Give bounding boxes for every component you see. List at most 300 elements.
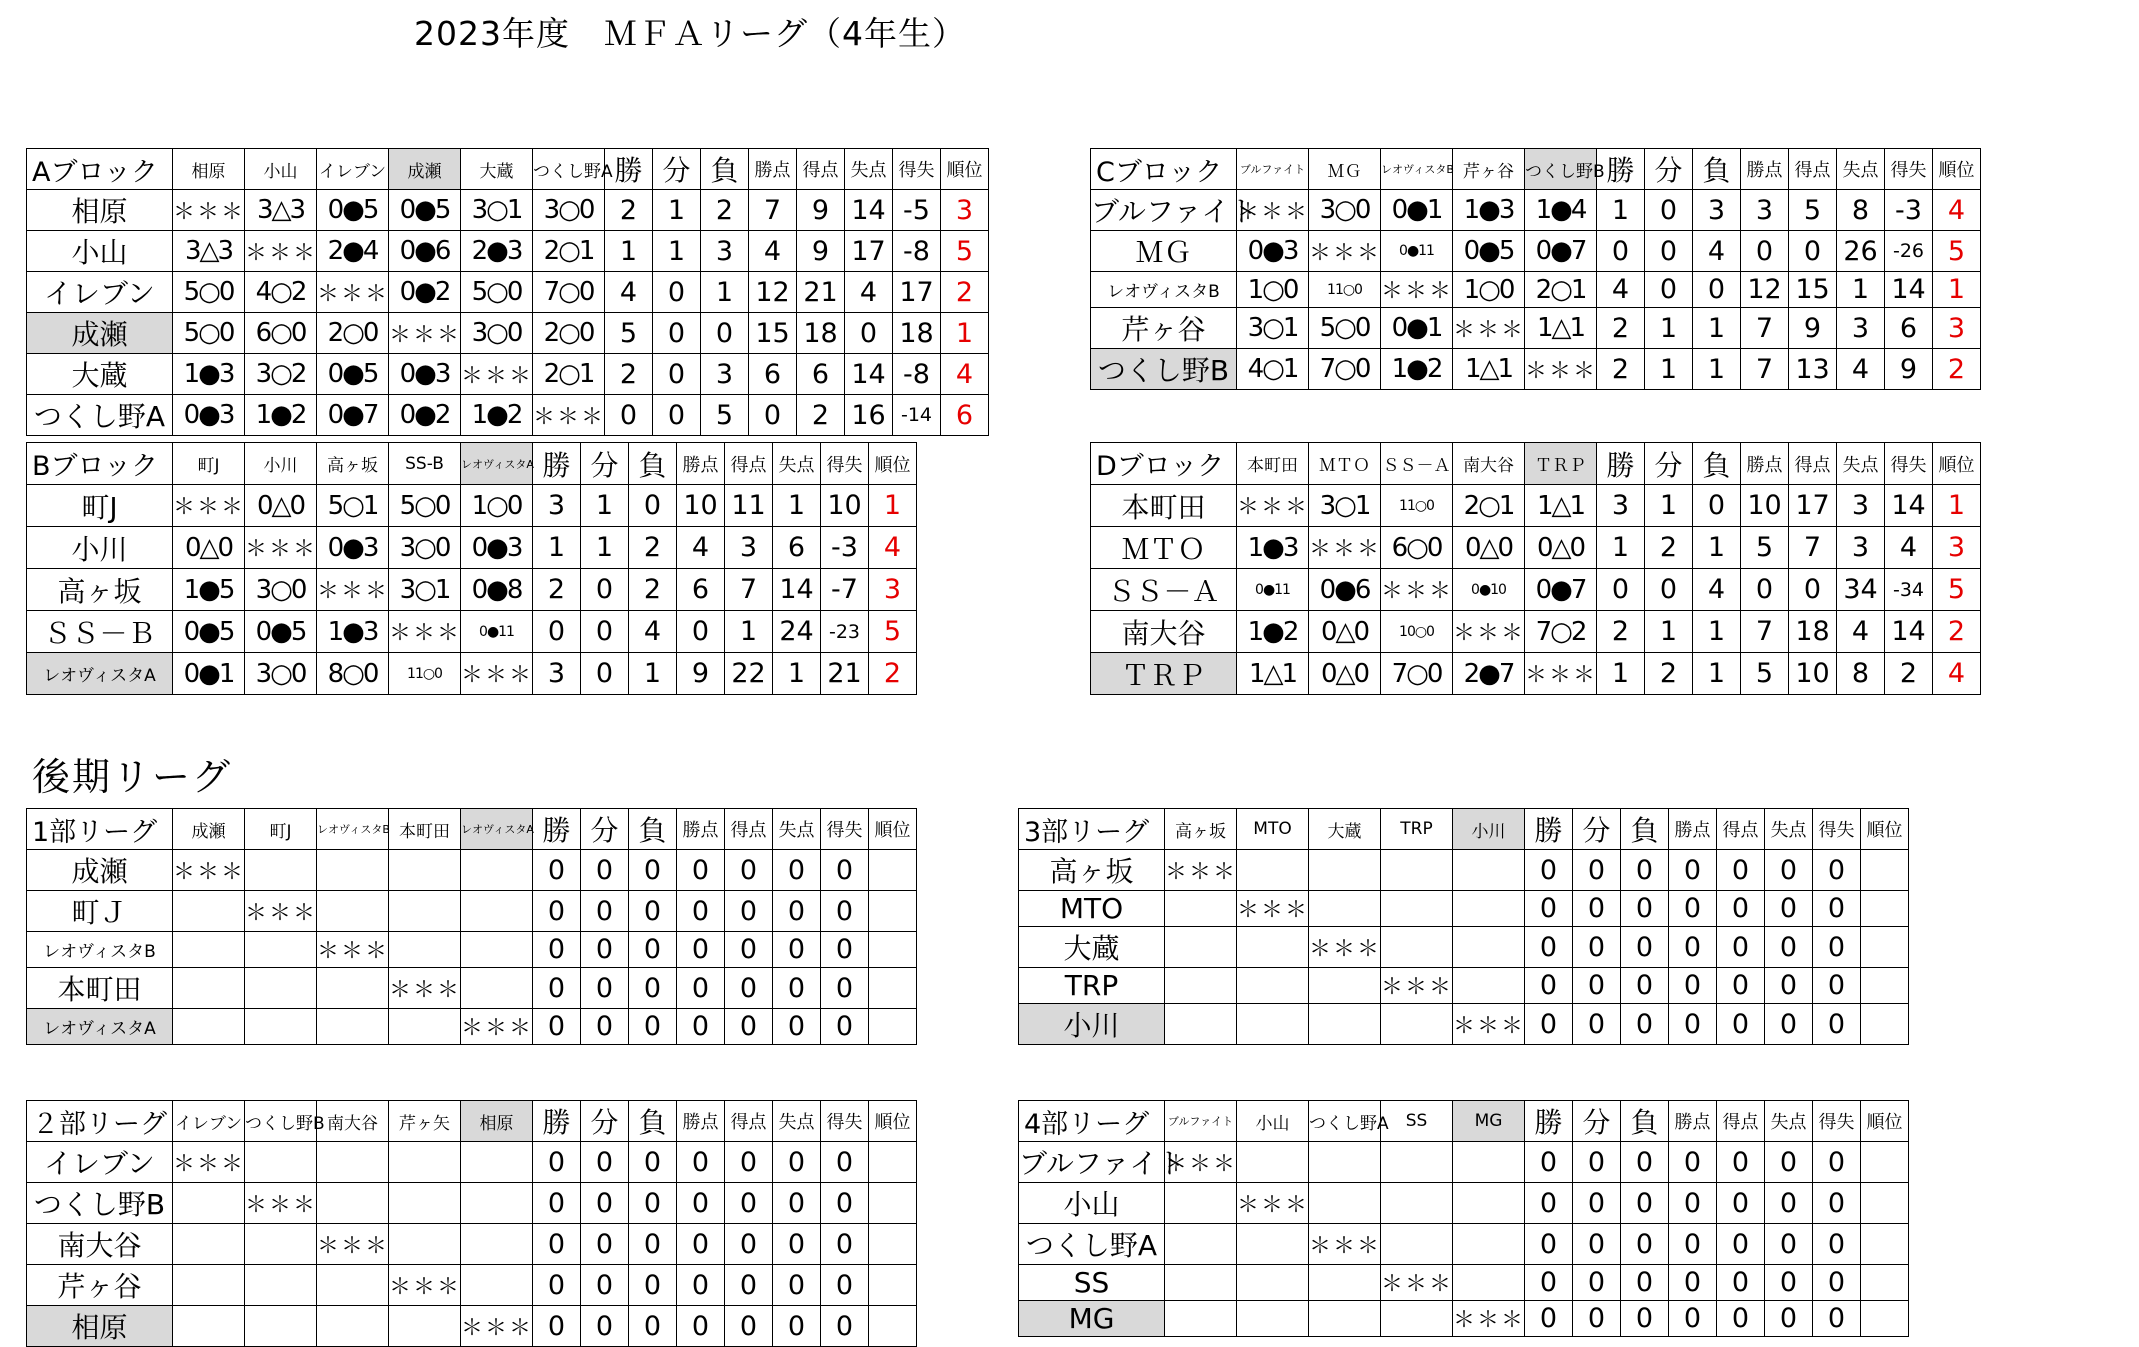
stat-cell: 2 [1597,308,1645,349]
rank-cell: 5 [869,611,917,653]
row-team-name: 成瀬 [27,313,173,354]
stat-cell: 0 [1813,1142,1861,1183]
stat-cell: -14 [893,395,941,436]
stat-header: 負 [1621,1101,1669,1142]
stat-cell: 0 [773,1224,821,1265]
stat-cell: 1 [1645,611,1693,653]
stat-header: 負 [629,809,677,850]
column-team-header: 南大谷 [317,1101,389,1142]
match-result-cell: 1●3 [173,354,245,395]
stat-cell: 6 [1885,308,1933,349]
standings-table-d [1090,442,1981,695]
column-team-header: 高ヶ坂 [1165,809,1237,850]
match-result-cell: 2○0 [317,313,389,354]
match-result-cell: 1○0 [1453,272,1525,308]
column-team-header: 南大谷 [1453,443,1525,485]
table-row [1091,527,1981,569]
header-row [27,1101,917,1142]
table-row [27,569,917,611]
match-result-cell [1309,1142,1381,1183]
stat-header: 勝点 [677,809,725,850]
table-row [1091,349,1981,390]
rank-cell [1861,1004,1909,1045]
stat-cell: 0 [1717,1004,1765,1045]
standings-table-l1 [26,808,917,1045]
match-result-cell: 7○0 [1381,653,1453,695]
stat-cell: 0 [1525,1183,1573,1224]
self-match-cell: ＊＊＊ [1165,1142,1237,1183]
stat-cell: 4 [605,272,653,313]
match-result-cell: 0△0 [1525,527,1597,569]
match-result-cell: 4○2 [245,272,317,313]
stat-cell: 0 [1621,1183,1669,1224]
stat-cell: 5 [605,313,653,354]
stat-cell: 0 [1645,272,1693,308]
stat-cell: 0 [581,569,629,611]
stat-header: 負 [629,443,677,485]
stat-cell: 0 [677,932,725,968]
stat-cell: 4 [677,527,725,569]
self-match-cell: ＊＊＊ [389,611,461,653]
stat-cell: 0 [1693,485,1741,527]
self-match-cell: ＊＊＊ [1525,349,1597,390]
match-result-cell: 0●2 [389,395,461,436]
match-result-cell: 2○1 [533,354,605,395]
rank-cell [869,968,917,1009]
stat-header: 得点 [1789,149,1837,190]
block-name: Dブロック [1091,443,1237,485]
stat-header: 順位 [1933,443,1981,485]
rank-cell [1861,1142,1909,1183]
match-result-cell: 1●3 [1237,527,1309,569]
stat-cell: 1 [1597,527,1645,569]
table-row [27,485,917,527]
stat-cell: 11 [725,485,773,527]
match-result-cell [461,1142,533,1183]
stat-cell: 18 [893,313,941,354]
match-result-cell [1453,891,1525,927]
match-result-cell: 5○1 [317,485,389,527]
stat-cell: 0 [821,1306,869,1347]
stat-cell: 0 [701,313,749,354]
match-result-cell [245,1142,317,1183]
match-result-cell [1165,1004,1237,1045]
match-result-cell [461,1265,533,1306]
stat-cell: 1 [581,485,629,527]
self-match-cell: ＊＊＊ [1453,1301,1525,1337]
stat-cell: 0 [677,1265,725,1306]
stat-cell: 21 [797,272,845,313]
match-result-cell: 3○0 [1309,190,1381,231]
stat-cell: 0 [1717,850,1765,891]
stat-cell: 1 [701,272,749,313]
self-match-cell: ＊＊＊ [389,1265,461,1306]
match-result-cell: 0●5 [1453,231,1525,272]
stat-header: 勝点 [1741,443,1789,485]
stat-cell: 0 [533,1183,581,1224]
header-row [1091,149,1981,190]
self-match-cell: ＊＊＊ [1453,611,1525,653]
match-result-cell: 0●1 [173,653,245,695]
table-row [1091,190,1981,231]
stat-cell: 0 [629,850,677,891]
match-result-cell: 2●7 [1453,653,1525,695]
stat-cell: 0 [845,313,893,354]
match-result-cell: 0●3 [461,527,533,569]
table-row [27,1306,917,1347]
stat-cell: 0 [725,850,773,891]
stat-cell: 10 [1741,485,1789,527]
stat-cell: 14 [1885,485,1933,527]
match-result-cell [317,891,389,932]
row-team-name: MTO [1019,891,1165,927]
stat-cell: 0 [1621,891,1669,927]
block-name: Bブロック [27,443,173,485]
self-match-cell: ＊＊＊ [173,1142,245,1183]
match-result-cell: 8○0 [317,653,389,695]
stat-header: 勝 [1597,443,1645,485]
table-row [27,354,989,395]
self-match-cell: ＊＊＊ [317,932,389,968]
stat-cell: 0 [1813,968,1861,1004]
column-team-header: つくし野B [1525,149,1597,190]
stat-cell: 0 [677,850,725,891]
match-result-cell [1165,1265,1237,1301]
stat-cell: 0 [533,1142,581,1183]
match-result-cell: 0●5 [173,611,245,653]
match-result-cell [461,850,533,891]
stat-header: 得点 [1717,1101,1765,1142]
row-team-name: ＳＳ－Ａ [1091,569,1237,611]
match-result-cell: 1△1 [1453,349,1525,390]
match-result-cell: 0●6 [389,231,461,272]
rank-cell: 3 [1933,308,1981,349]
stat-cell: 2 [1597,349,1645,390]
self-match-cell: ＊＊＊ [317,569,389,611]
stat-cell: 7 [1741,611,1789,653]
stat-header: 順位 [1861,809,1909,850]
self-match-cell: ＊＊＊ [245,527,317,569]
stat-cell: 0 [1741,569,1789,611]
stat-cell: 8 [1837,190,1885,231]
match-result-cell [1237,850,1309,891]
match-result-cell: 2●3 [461,231,533,272]
stat-cell: 0 [1621,850,1669,891]
match-result-cell [1165,927,1237,968]
stat-cell: 0 [581,932,629,968]
match-result-cell [1453,1224,1525,1265]
stat-cell: 17 [845,231,893,272]
match-result-cell [389,1306,461,1347]
match-result-cell: 1●2 [1237,611,1309,653]
match-result-cell: 0●3 [173,395,245,436]
stat-cell: 0 [581,1009,629,1045]
row-team-name: レオヴィスタB [1091,272,1237,308]
stat-cell: 0 [581,1306,629,1347]
stat-cell: 0 [821,1142,869,1183]
column-team-header: レオヴィスタB [317,809,389,850]
stat-cell: 0 [1573,850,1621,891]
stat-cell: 0 [581,968,629,1009]
match-result-cell: 7○0 [533,272,605,313]
stat-cell: -8 [893,354,941,395]
stat-cell: 4 [1837,611,1885,653]
stat-header: 失点 [1837,443,1885,485]
stat-cell: 4 [749,231,797,272]
self-match-cell: ＊＊＊ [317,1224,389,1265]
stat-cell: 0 [821,968,869,1009]
column-team-header: 小川 [1453,809,1525,850]
match-result-cell [1237,968,1309,1004]
stat-cell: 7 [749,190,797,231]
stat-cell: 0 [533,1224,581,1265]
stat-cell: 0 [725,1265,773,1306]
rank-cell: 1 [1933,272,1981,308]
rank-cell: 1 [1933,485,1981,527]
table-row [27,527,917,569]
column-team-header: 大蔵 [461,149,533,190]
self-match-cell: ＊＊＊ [461,1306,533,1347]
row-team-name: 相原 [27,1306,173,1347]
stat-cell: 0 [677,1183,725,1224]
rank-cell [869,1265,917,1306]
match-result-cell: 3○0 [245,569,317,611]
stat-cell: 0 [725,1183,773,1224]
stat-header: 分 [1645,149,1693,190]
stat-cell: 17 [893,272,941,313]
match-result-cell: 0△0 [1309,611,1381,653]
stat-header: 勝 [533,443,581,485]
stat-cell: 0 [1813,1265,1861,1301]
match-result-cell: 0●11 [1381,231,1453,272]
standings-table-c [1090,148,1981,390]
stat-cell: 0 [1765,1004,1813,1045]
stat-cell: 0 [821,1009,869,1045]
rank-cell [1861,891,1909,927]
stat-cell: 4 [629,611,677,653]
stat-cell: 0 [1525,927,1573,968]
match-result-cell [173,1183,245,1224]
stat-cell: 1 [1645,485,1693,527]
stat-cell: 0 [1789,231,1837,272]
stat-cell: 0 [1621,1142,1669,1183]
match-result-cell: 1△1 [1237,653,1309,695]
match-result-cell: 11○0 [1309,272,1381,308]
table-row [1019,850,1909,891]
stat-header: 得点 [725,1101,773,1142]
match-result-cell: 1○0 [461,485,533,527]
stat-cell: 1 [1693,611,1741,653]
self-match-cell: ＊＊＊ [173,850,245,891]
column-team-header: 相原 [173,149,245,190]
column-team-header: ブルファイト [1237,149,1309,190]
column-team-header: ＳＳ－Ａ [1381,443,1453,485]
stat-cell: 0 [629,1183,677,1224]
match-result-cell: 0●5 [389,190,461,231]
stat-cell: 0 [581,1265,629,1306]
stat-cell: 3 [1837,527,1885,569]
stat-cell: 0 [1573,891,1621,927]
stat-cell: 7 [1741,308,1789,349]
stat-header: 失点 [773,809,821,850]
stat-cell: 0 [653,272,701,313]
stat-header: 勝 [1525,809,1573,850]
row-team-name: 芹ヶ谷 [1091,308,1237,349]
match-result-cell [1165,1224,1237,1265]
stat-header: 負 [701,149,749,190]
stat-cell: 14 [1885,611,1933,653]
stat-header: 順位 [1861,1101,1909,1142]
match-result-cell: 0●5 [245,611,317,653]
stat-cell: 1 [1693,349,1741,390]
stat-cell: 1 [653,190,701,231]
table-row [27,1142,917,1183]
stat-cell: 4 [1885,527,1933,569]
column-team-header: つくし野A [533,149,605,190]
stat-cell: 17 [1789,485,1837,527]
row-team-name: SS [1019,1265,1165,1301]
stat-header: 分 [1573,1101,1621,1142]
row-team-name: レオヴィスタA [27,653,173,695]
stat-cell: 3 [1693,190,1741,231]
match-result-cell: 3○1 [461,190,533,231]
match-result-cell: 0●7 [317,395,389,436]
rank-cell: 4 [869,527,917,569]
stat-cell: 4 [1837,349,1885,390]
stat-cell: 2 [1885,653,1933,695]
stat-cell: 0 [1717,927,1765,968]
stat-cell: 2 [605,354,653,395]
stat-cell: 0 [629,932,677,968]
match-result-cell: 3○0 [245,653,317,695]
stat-cell: 0 [1525,1004,1573,1045]
column-team-header: 成瀬 [173,809,245,850]
stat-cell: 2 [533,569,581,611]
match-result-cell [1381,1224,1453,1265]
column-team-header: SS-B [389,443,461,485]
stat-cell: -26 [1885,231,1933,272]
table-row [1019,968,1909,1004]
match-result-cell [317,1009,389,1045]
match-result-cell: 3○1 [389,569,461,611]
table-row [27,313,989,354]
row-team-name: 町Ｊ [27,891,173,932]
stat-cell: 10 [821,485,869,527]
match-result-cell: 1△1 [1525,308,1597,349]
match-result-cell: 5○0 [173,313,245,354]
table-row [1091,231,1981,272]
stat-cell: 0 [1573,1004,1621,1045]
match-result-cell [389,932,461,968]
row-team-name: 南大谷 [27,1224,173,1265]
stat-cell: -8 [893,231,941,272]
self-match-cell: ＊＊＊ [1381,1265,1453,1301]
stat-cell: 0 [1621,1004,1669,1045]
self-match-cell: ＊＊＊ [1309,927,1381,968]
stat-cell: 0 [629,1265,677,1306]
stat-cell: 1 [581,527,629,569]
stat-header: 得点 [1717,809,1765,850]
header-row [1019,809,1909,850]
column-team-header: イレブン [317,149,389,190]
table-row [1019,1224,1909,1265]
stat-header: 勝 [1525,1101,1573,1142]
stat-cell: 0 [677,1224,725,1265]
rank-cell [1861,1265,1909,1301]
match-result-cell [245,968,317,1009]
stat-header: 分 [1645,443,1693,485]
stat-cell: 0 [629,485,677,527]
stat-header: 得失 [821,1101,869,1142]
match-result-cell: 0●3 [317,527,389,569]
stat-header: 勝点 [677,443,725,485]
match-result-cell [173,968,245,1009]
self-match-cell: ＊＊＊ [461,354,533,395]
match-result-cell [173,1009,245,1045]
row-team-name: 本町田 [27,968,173,1009]
stat-cell: 2 [1645,653,1693,695]
match-result-cell: 1△1 [1525,485,1597,527]
stat-cell: 0 [1741,231,1789,272]
stat-header: 勝点 [1669,809,1717,850]
stat-cell: 0 [773,1265,821,1306]
self-match-cell: ＊＊＊ [1309,527,1381,569]
stat-cell: -3 [821,527,869,569]
match-result-cell [245,1224,317,1265]
column-team-header: レオヴィスタB [1381,149,1453,190]
stat-header: 勝点 [677,1101,725,1142]
match-result-cell: 2○1 [1525,272,1597,308]
stat-header: 勝 [1597,149,1645,190]
column-team-header: 小山 [245,149,317,190]
stat-cell: 1 [1645,349,1693,390]
match-result-cell: 5○0 [1309,308,1381,349]
stat-header: 失点 [1837,149,1885,190]
standings-table-a [26,148,989,436]
self-match-cell: ＊＊＊ [533,395,605,436]
stat-cell: 0 [653,313,701,354]
stat-cell: 0 [581,1183,629,1224]
rank-cell: 5 [1933,231,1981,272]
stat-cell: 2 [629,527,677,569]
row-team-name: イレブン [27,272,173,313]
standings-table-l4 [1018,1100,1909,1337]
stat-header: 順位 [869,809,917,850]
rank-cell: 4 [1933,653,1981,695]
stat-cell: 9 [797,231,845,272]
stat-cell: 0 [1669,1004,1717,1045]
stat-cell: 0 [581,850,629,891]
stat-cell: 0 [1621,927,1669,968]
match-result-cell: 7○2 [1525,611,1597,653]
rank-cell: 5 [1933,569,1981,611]
table-row [1019,891,1909,927]
stat-cell: 0 [653,354,701,395]
stat-cell: 0 [677,1009,725,1045]
stat-cell: 3 [701,354,749,395]
match-result-cell [389,1009,461,1045]
column-team-header: ＭＧ [1309,149,1381,190]
match-result-cell [461,1224,533,1265]
stat-cell: 7 [1789,527,1837,569]
block-name: 1部リーグ [27,809,173,850]
stat-cell: 3 [1741,190,1789,231]
self-match-cell: ＊＊＊ [1453,1004,1525,1045]
match-result-cell [1381,1183,1453,1224]
stat-header: 順位 [869,443,917,485]
stat-cell: 0 [629,1306,677,1347]
stat-cell: 0 [1813,1301,1861,1337]
